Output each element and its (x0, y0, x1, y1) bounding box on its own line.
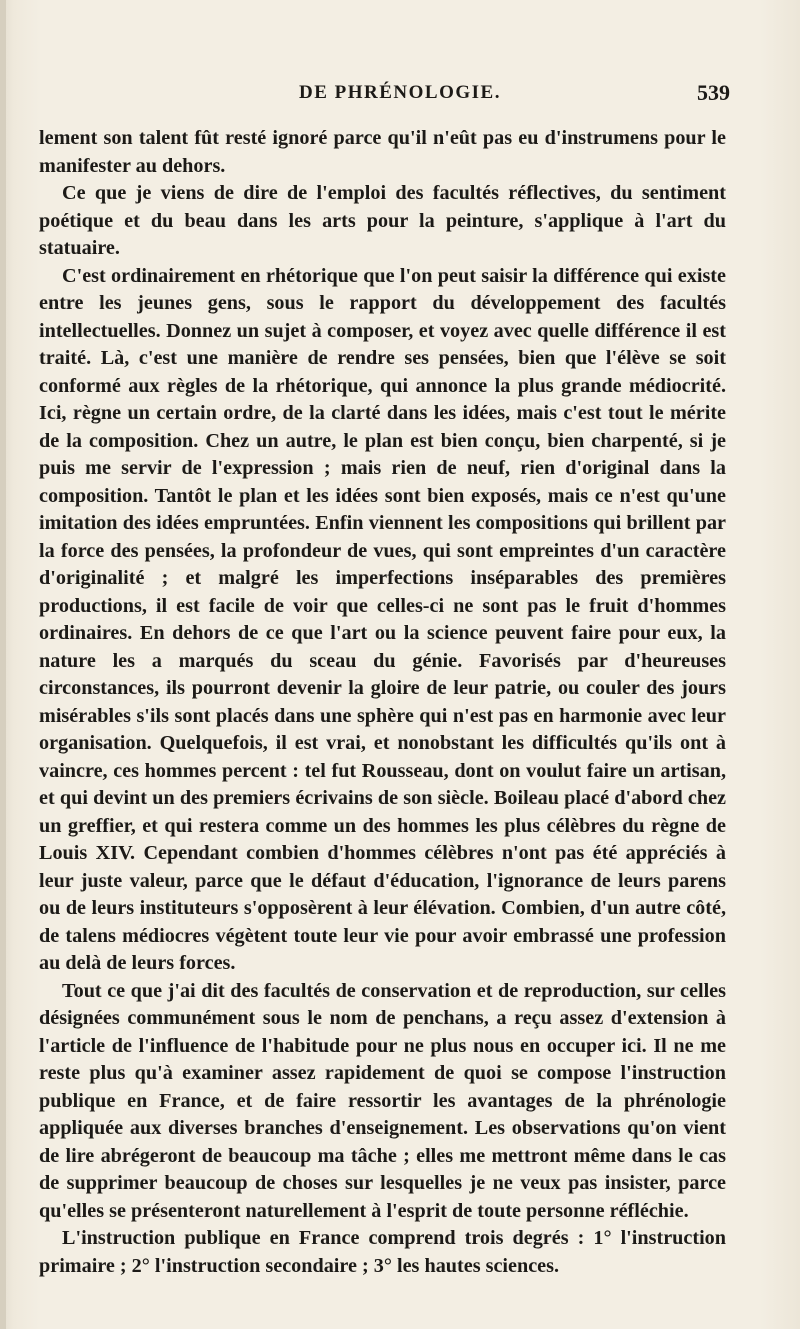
body-text (39, 125, 726, 1280)
paragraph-continuation: lement son talent fût resté ignoré parce qu'il n'eût pas eu d'instrumens pour le manifester au dehors. (39, 127, 726, 177)
paragraph-public-instruction: L'instruction publique en France comprend trois degrés : 1° l'instruction primaire ; 2° l'instruction secondaire ; 3° les hautes sciences. (39, 1227, 726, 1277)
paragraph-rhetoric: C'est ordinairement en rhétorique que l'on peut saisir la différence qui existe entre les jeunes gens, sous le rapport du développement des facultés intellectuelles. Donnez un sujet à composer, et voyez avec quelle différence il est traité. Là, c'est une manière de rendre ses pensées, bien que l'élève se soit conformé aux règles de la rhétorique, qui annonce la plus grande médiocrité. Ici, règne un certain ordre, de la clarté dans les idées, mais c'est tout le mérite de la composition. Chez un autre, le plan est bien conçu, bien charpenté, si je puis me servir de l'expression ; mais rien de neuf, rien d'original dans la composition. Tantôt le plan et les idées sont bien exposés, mais ce n'est qu'une imitation des idées empruntées. Enfin viennent les compositions qui brillent par la force des pensées, la profondeur de vues, qui sont empreintes d'un caractère d'originalité ; et malgré les imperfections inséparables des premières productions, il est facile de voir que celles-ci ne sont pas le fruit d'hommes ordinaires. En dehors de ce que l'art ou la science peuvent faire pour eux, la nature les a marqués du sceau du génie. Favorisés par d'heureuses circonstances, ils pourront devenir la gloire de leur patrie, ou couler des jours misérables s'ils sont placés dans une sphère qui n'est pas en harmonie avec leur organisation. Quelquefois, il est vrai, et nonobstant les difficultés qu'ils ont à vaincre, ces hommes percent : tel fut Rousseau, dont on voulut faire un artisan, et qui devint un des premiers écrivains de son siècle. Boileau placé d'abord chez un greffier, et qui restera comme un des hommes les plus célèbres du règne de Louis XIV. Cependant combien d'hommes célèbres n'ont pas été appréciés à leur juste valeur, parce que le défaut d'éducation, l'ignorance de leurs parens ou de leurs instituteurs s'opposèrent à leur élévation. Combien, d'un autre côté, de talens médiocres végètent toute leur vie pour avoir embrassé une profession au delà de leurs forces. (39, 264, 726, 974)
running-head-title: DE PHRÉNOLOGIE. (299, 82, 501, 103)
paragraph-statuary: Ce que je viens de dire de l'emploi des facultés réflectives, du sentiment poétique et du beau dans les arts pour la peinture, s'applique à l'art du statuaire. (39, 182, 726, 259)
paragraph-faculties: Tout ce que j'ai dit des facultés de conservation et de reproduction, sur celles désignées communément sous le nom de penchans, a reçu assez d'extension à l'article de l'influence de l'habitude pour ne plus nous en occuper ici. Il ne me reste plus qu'à examiner assez rapidement de quoi se compose l'instruction publique en France, et de faire ressortir les avantages de la phrénologie appliquée aux diverses branches d'enseignement. Les observations qu'on vient de lire abrégeront de beaucoup ma tâche ; elles me mettront même dans le cas de supprimer beaucoup de choses sur lesquelles je ne veux pas insister, parce qu'elles se présenteront naturellement à l'esprit de toute personne réfléchie. (39, 979, 726, 1222)
running-head (0, 82, 800, 110)
page-number: 539 (697, 80, 730, 105)
page-binding-edge (0, 0, 6, 1329)
